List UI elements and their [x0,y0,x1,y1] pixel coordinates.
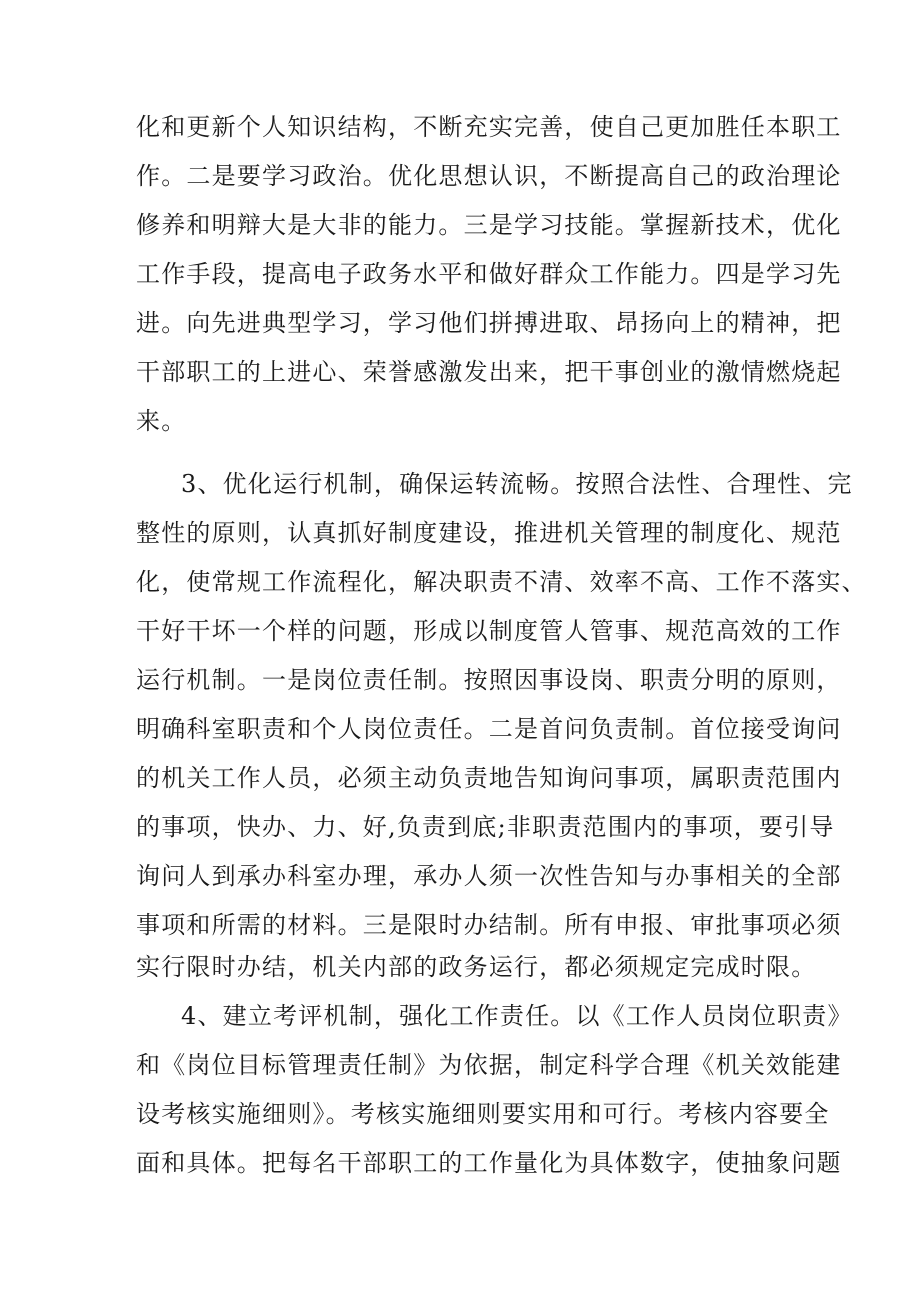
text-line: 和《岗位目标管理责任制》为依据，制定科学合理《机关效能建 [136,1051,842,1079]
text-line: 整性的原则，认真抓好制度建设，推进机关管理的制度化、规范 [136,519,842,547]
text-line: 工作手段，提高电子政务水平和做好群众工作能力。四是学习先 [136,260,842,288]
text-line: 干部职工的上进心、荣誉感激发出来，把干事创业的激情燃烧起 [136,358,842,386]
text-line: 作。二是要学习政治。优化思想认识，不断提高自己的政治理论 [136,162,842,190]
text-line: 面和具体。把每名干部职工的工作量化为具体数字，使抽象问题 [136,1149,842,1177]
text-line: 的事项，快办、力、好,负责到底;非职责范围内的事项，要引导 [136,813,835,841]
text-line: 的机关工作人员，必须主动负责地告知询问事项，属职责范围内 [136,764,842,792]
text-line: 化，使常规工作流程化，解决职责不清、效率不高、工作不落实、 [136,568,867,596]
text-line: 进。向先进典型学习，学习他们拼搏进取、昂扬向上的精神，把 [136,309,842,337]
text-line: 实行限时办结，机关内部的政务运行，都必须规定完成时限。 [136,953,817,981]
text-line: 明确科室职责和个人岗位责任。二是首问负责制。首位接受询问 [136,715,842,743]
text-line: 询问人到承办科室办理，承办人须一次性告知与办事相关的全部 [136,862,842,890]
text-line: 设考核实施细则》。考核实施细则要实用和可行。考核内容要全 [136,1100,830,1128]
text-line: 化和更新个人知识结构，不断充实完善，使自己更加胜任本职工 [136,113,842,141]
text-line: 事项和所需的材料。三是限时办结制。所有申报、审批事项必须 [136,911,842,939]
paragraph-4-first-line: 4、建立考评机制，强化工作责任。以《工作人员岗位职责》 [181,1002,853,1030]
text-line: 运行机制。一是岗位责任制。按照因事设岗、职责分明的原则， [136,666,842,694]
paragraph-3-first-line: 3、优化运行机制，确保运转流畅。按照合法性、合理性、完 [181,470,853,498]
text-line: 来。 [136,407,187,435]
text-line: 修养和明辩大是大非的能力。三是学习技能。掌握新技术，优化 [136,211,842,239]
text-line: 干好干坏一个样的问题，形成以制度管人管事、规范高效的工作 [136,617,842,645]
